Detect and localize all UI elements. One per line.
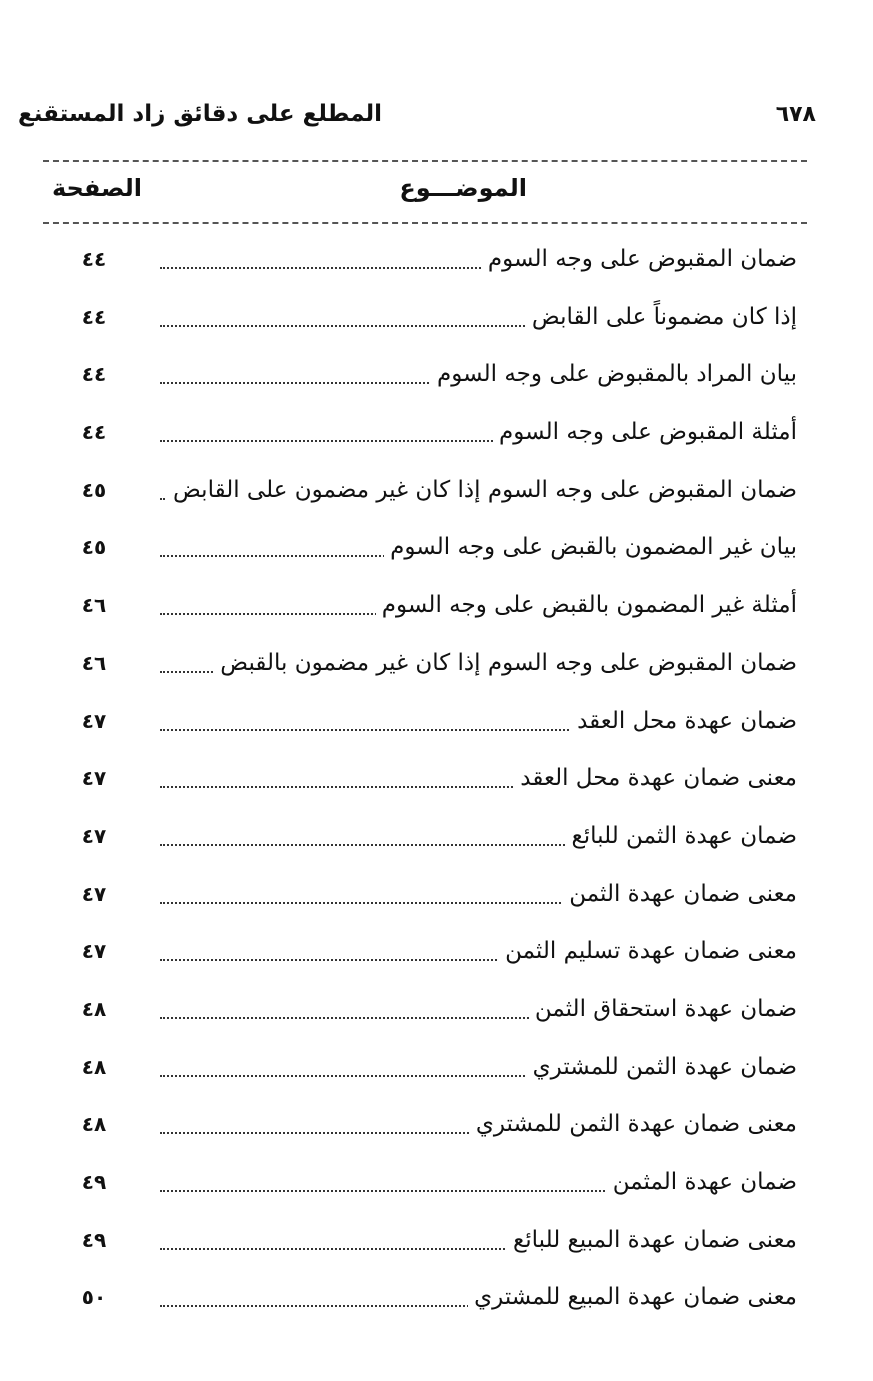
toc-entry xyxy=(0,579,873,637)
entry-page-number: ٤٧ xyxy=(81,766,107,791)
page-number: ٦٧٨ xyxy=(775,101,816,127)
entry-page-number: ٤٨ xyxy=(81,996,107,1021)
entry-page-number: ٤٧ xyxy=(81,708,107,733)
toc-entry xyxy=(0,1271,873,1329)
entry-title: معنى ضمان عهدة محل العقد xyxy=(514,760,797,796)
entry-page-number: ٤٧ xyxy=(81,939,107,964)
entry-title: ضمان عهدة المثمن xyxy=(607,1164,797,1200)
entry-page-number: ٤٥ xyxy=(81,535,107,560)
column-headers xyxy=(42,174,807,218)
running-header xyxy=(18,92,816,136)
entry-title: أمثلة غير المضمون بالقبض على وجه السوم xyxy=(376,587,797,623)
header-divider-top xyxy=(43,160,807,162)
toc-list xyxy=(0,233,873,1329)
entry-title: ضمان عهدة الثمن للبائع xyxy=(566,818,797,854)
entry-title: ضمان المقبوض على وجه السوم إذا كان غير مضمون بالقبض xyxy=(214,645,797,681)
toc-entry xyxy=(0,291,873,349)
entry-page-number: ٤٩ xyxy=(81,1227,107,1252)
toc-entry xyxy=(0,348,873,406)
entry-page-number: ٤٦ xyxy=(81,593,107,618)
toc-entry xyxy=(0,233,873,291)
entry-page-number: ٤٤ xyxy=(81,247,107,271)
entry-title: معنى ضمان عهدة المبيع للبائع xyxy=(507,1222,797,1258)
entry-page-number: ٤٩ xyxy=(81,1170,107,1194)
entry-title: ضمان عهدة الثمن للمشتري xyxy=(527,1049,797,1085)
toc-entry xyxy=(0,752,873,810)
toc-entry xyxy=(0,1041,873,1099)
entry-title: معنى ضمان عهدة الثمن xyxy=(563,876,797,912)
toc-entry xyxy=(0,406,873,464)
toc-entry xyxy=(0,695,873,753)
entry-page-number: ٥٠ xyxy=(81,1285,107,1310)
toc-entry xyxy=(0,521,873,579)
toc-entry xyxy=(0,1214,873,1272)
entry-title: معنى ضمان عهدة تسليم الثمن xyxy=(499,933,797,969)
entry-page-number: ٤٦ xyxy=(81,650,107,675)
entry-title: معنى ضمان عهدة المبيع للمشتري xyxy=(468,1279,797,1315)
entry-title: معنى ضمان عهدة الثمن للمشتري xyxy=(470,1106,797,1142)
toc-entry xyxy=(0,868,873,926)
entry-page-number: ٤٤ xyxy=(81,304,107,329)
entry-title: إذا كان مضموناً على القابض xyxy=(526,299,797,335)
entry-title: ضمان عهدة محل العقد xyxy=(571,703,797,739)
entry-page-number: ٤٧ xyxy=(81,823,107,848)
toc-entry xyxy=(0,810,873,868)
entry-page-number: ٤٤ xyxy=(81,420,107,445)
toc-entry xyxy=(0,637,873,695)
entry-title: بيان المراد بالمقبوض على وجه السوم xyxy=(431,356,797,392)
toc-entry xyxy=(0,1098,873,1156)
entry-title: ضمان المقبوض على وجه السوم xyxy=(482,241,797,277)
page-column-header: الصفحة xyxy=(52,174,143,202)
entry-page-number: ٤٥ xyxy=(81,477,107,502)
entry-title: بيان غير المضمون بالقبض على وجه السوم xyxy=(384,529,797,565)
entry-page-number: ٤٨ xyxy=(81,1054,107,1079)
topic-column-header: الموضـــوع xyxy=(399,174,527,202)
entry-page-number: ٤٤ xyxy=(81,362,107,387)
toc-entry xyxy=(0,983,873,1041)
entry-title: ضمان عهدة استحقاق الثمن xyxy=(529,991,797,1027)
entry-title: أمثلة المقبوض على وجه السوم xyxy=(493,414,797,450)
toc-entry xyxy=(0,925,873,983)
header-divider-bottom xyxy=(43,222,807,224)
toc-entry xyxy=(0,1156,873,1214)
entry-title: ضمان المقبوض على وجه السوم إذا كان غير مضمون على القابض xyxy=(167,472,797,508)
entry-page-number: ٤٧ xyxy=(81,881,107,906)
entry-page-number: ٤٨ xyxy=(81,1112,107,1137)
book-title: المطلع على دقائق زاد المستقنع xyxy=(18,101,383,127)
toc-entry xyxy=(0,464,873,522)
